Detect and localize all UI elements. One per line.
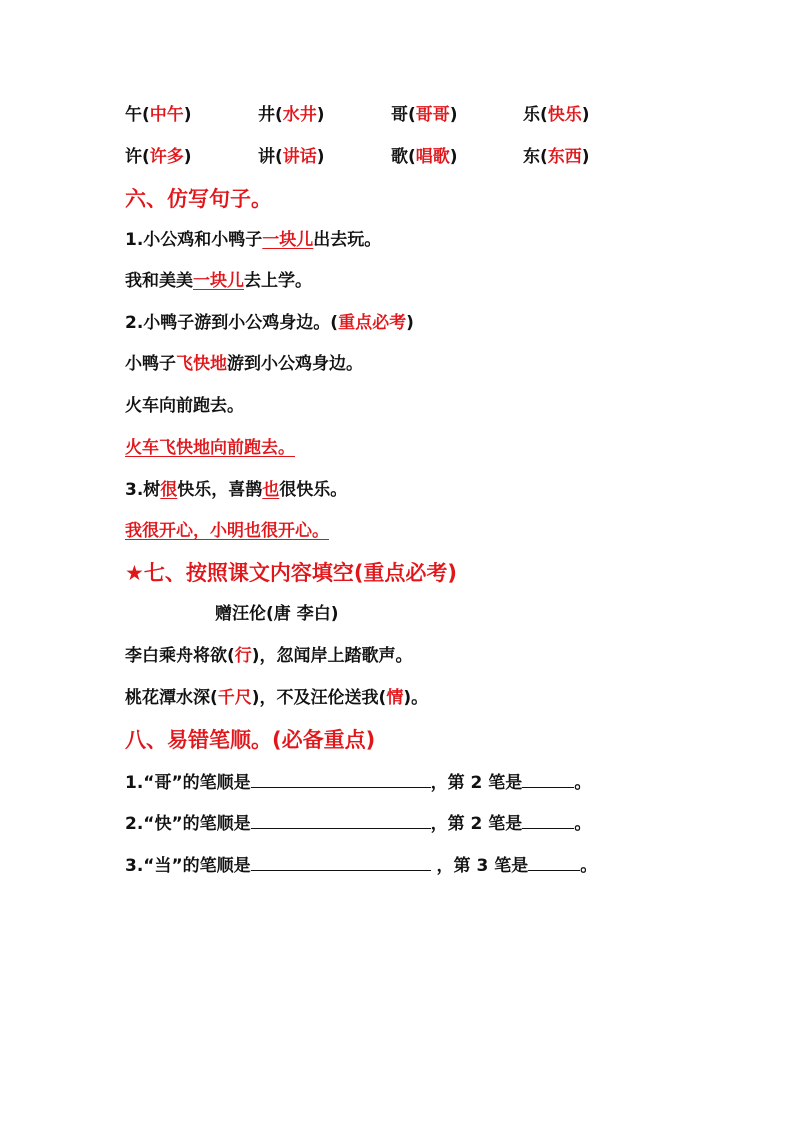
q3-middle: 快乐，喜鹊 xyxy=(177,480,263,500)
stroke-number-blank[interactable] xyxy=(522,771,574,788)
q1-suffix: 出去玩。 xyxy=(313,230,382,250)
q3-key1: 很 xyxy=(160,480,178,500)
poem-title: 赠汪伦(唐 李白) xyxy=(215,604,339,624)
poem-line-2 xyxy=(125,687,428,709)
q1-answer-prefix: 我和美美 xyxy=(125,271,193,291)
char: 歌 xyxy=(391,147,408,167)
word-group: 歌(唱歌) xyxy=(391,147,458,167)
q2-tag-close: ) xyxy=(406,313,414,333)
q2-tag: 重点必考 xyxy=(338,313,407,333)
char: 哥 xyxy=(391,105,408,125)
poem-fill-1: 行 xyxy=(234,646,252,666)
stroke-order-item xyxy=(125,771,591,794)
section-6-q2-example xyxy=(125,353,363,375)
item-mid: ，第 2 笔是 xyxy=(430,814,523,834)
stroke-order-item xyxy=(125,812,591,835)
q2-text: 2.小鸭子游到小公鸡身边。 xyxy=(125,313,331,333)
q1-key: 一块儿 xyxy=(262,230,314,250)
stroke-order-item xyxy=(125,854,597,877)
q1-answer-suffix: 去上学。 xyxy=(244,271,312,291)
section-6-q2-prompt: 火车向前跑去。 xyxy=(125,396,244,416)
word-answer: 水井 xyxy=(282,105,317,125)
word-answer: 许多 xyxy=(149,147,184,167)
q2-example-suffix: 游到小公鸡身边。 xyxy=(227,354,363,374)
word-answer: 唱歌 xyxy=(415,147,450,167)
word-group: 乐(快乐) xyxy=(523,105,590,125)
stroke-number-blank[interactable] xyxy=(522,812,574,829)
char: 许 xyxy=(125,147,142,167)
poem-line1-a: 李白乘舟将欲( xyxy=(125,646,235,666)
section-6-q2 xyxy=(125,312,414,334)
poem-line-1 xyxy=(125,645,413,667)
q2-tag-open: ( xyxy=(330,313,339,333)
word-group: 东(东西) xyxy=(523,147,590,167)
section-6-q1 xyxy=(125,229,381,251)
poem-line1-b: )，忽闻岸上踏歌声。 xyxy=(251,646,413,666)
word-group: 讲(讲话) xyxy=(258,147,325,167)
poem-fill-3: 情 xyxy=(386,688,404,708)
word-answer: 哥哥 xyxy=(415,105,450,125)
word-group: 午(中午) xyxy=(125,105,192,125)
stroke-number-blank[interactable] xyxy=(528,854,580,871)
word-answer: 讲话 xyxy=(282,147,317,167)
q3-suffix: 很快乐。 xyxy=(279,480,348,500)
poem-line2-a: 桃花潭水深( xyxy=(125,688,218,708)
q2-example-key: 飞快地 xyxy=(176,354,227,374)
item-end: 。 xyxy=(580,856,598,876)
item-mid: ，第 2 笔是 xyxy=(430,773,523,793)
char: 井 xyxy=(258,105,275,125)
char: 午 xyxy=(125,105,142,125)
char: 东 xyxy=(523,147,540,167)
char: 乐 xyxy=(523,105,540,125)
word-group: 许(许多) xyxy=(125,147,192,167)
section-7-title: ★七、按照课文内容填空(重点必考) xyxy=(125,561,458,585)
word-group: 哥(哥哥) xyxy=(391,105,458,125)
item-mid: ，第 3 笔是 xyxy=(430,856,529,876)
stroke-order-blank[interactable] xyxy=(251,771,431,788)
section-6-title: 六、仿写句子。 xyxy=(125,187,272,211)
word-answer: 快乐 xyxy=(547,105,582,125)
stroke-order-blank[interactable] xyxy=(251,812,431,829)
q3-prefix: 3.树 xyxy=(125,480,161,500)
word-answer: 中午 xyxy=(149,105,184,125)
section-6-q3 xyxy=(125,479,347,501)
poem-fill-2: 千尺 xyxy=(217,688,252,708)
q3-key2: 也 xyxy=(262,480,280,500)
poem-line2-c: )。 xyxy=(403,688,429,708)
item-end: 。 xyxy=(574,814,592,834)
q2-example-prefix: 小鸭子 xyxy=(125,354,176,374)
item-prefix: 3.“当”的笔顺是 xyxy=(125,856,251,876)
section-6-q3-answer: 我很开心，小明也很开心。 xyxy=(125,521,329,541)
section-6-q2-answer: 火车飞快地向前跑去。 xyxy=(125,438,295,458)
section-6-q1-answer xyxy=(125,270,312,292)
item-prefix: 2.“快”的笔顺是 xyxy=(125,814,251,834)
item-end: 。 xyxy=(574,773,592,793)
q1-answer-key: 一块儿 xyxy=(193,271,244,291)
poem-line2-b: )，不及汪伦送我( xyxy=(251,688,387,708)
word-group: 井(水井) xyxy=(258,105,325,125)
stroke-order-blank[interactable] xyxy=(251,854,431,871)
char: 讲 xyxy=(258,147,275,167)
word-answer: 东西 xyxy=(547,147,582,167)
q1-prefix: 1.小公鸡和小鸭子 xyxy=(125,230,263,250)
section-8-title: 八、易错笔顺。(必备重点) xyxy=(125,728,376,752)
item-prefix: 1.“哥”的笔顺是 xyxy=(125,773,251,793)
